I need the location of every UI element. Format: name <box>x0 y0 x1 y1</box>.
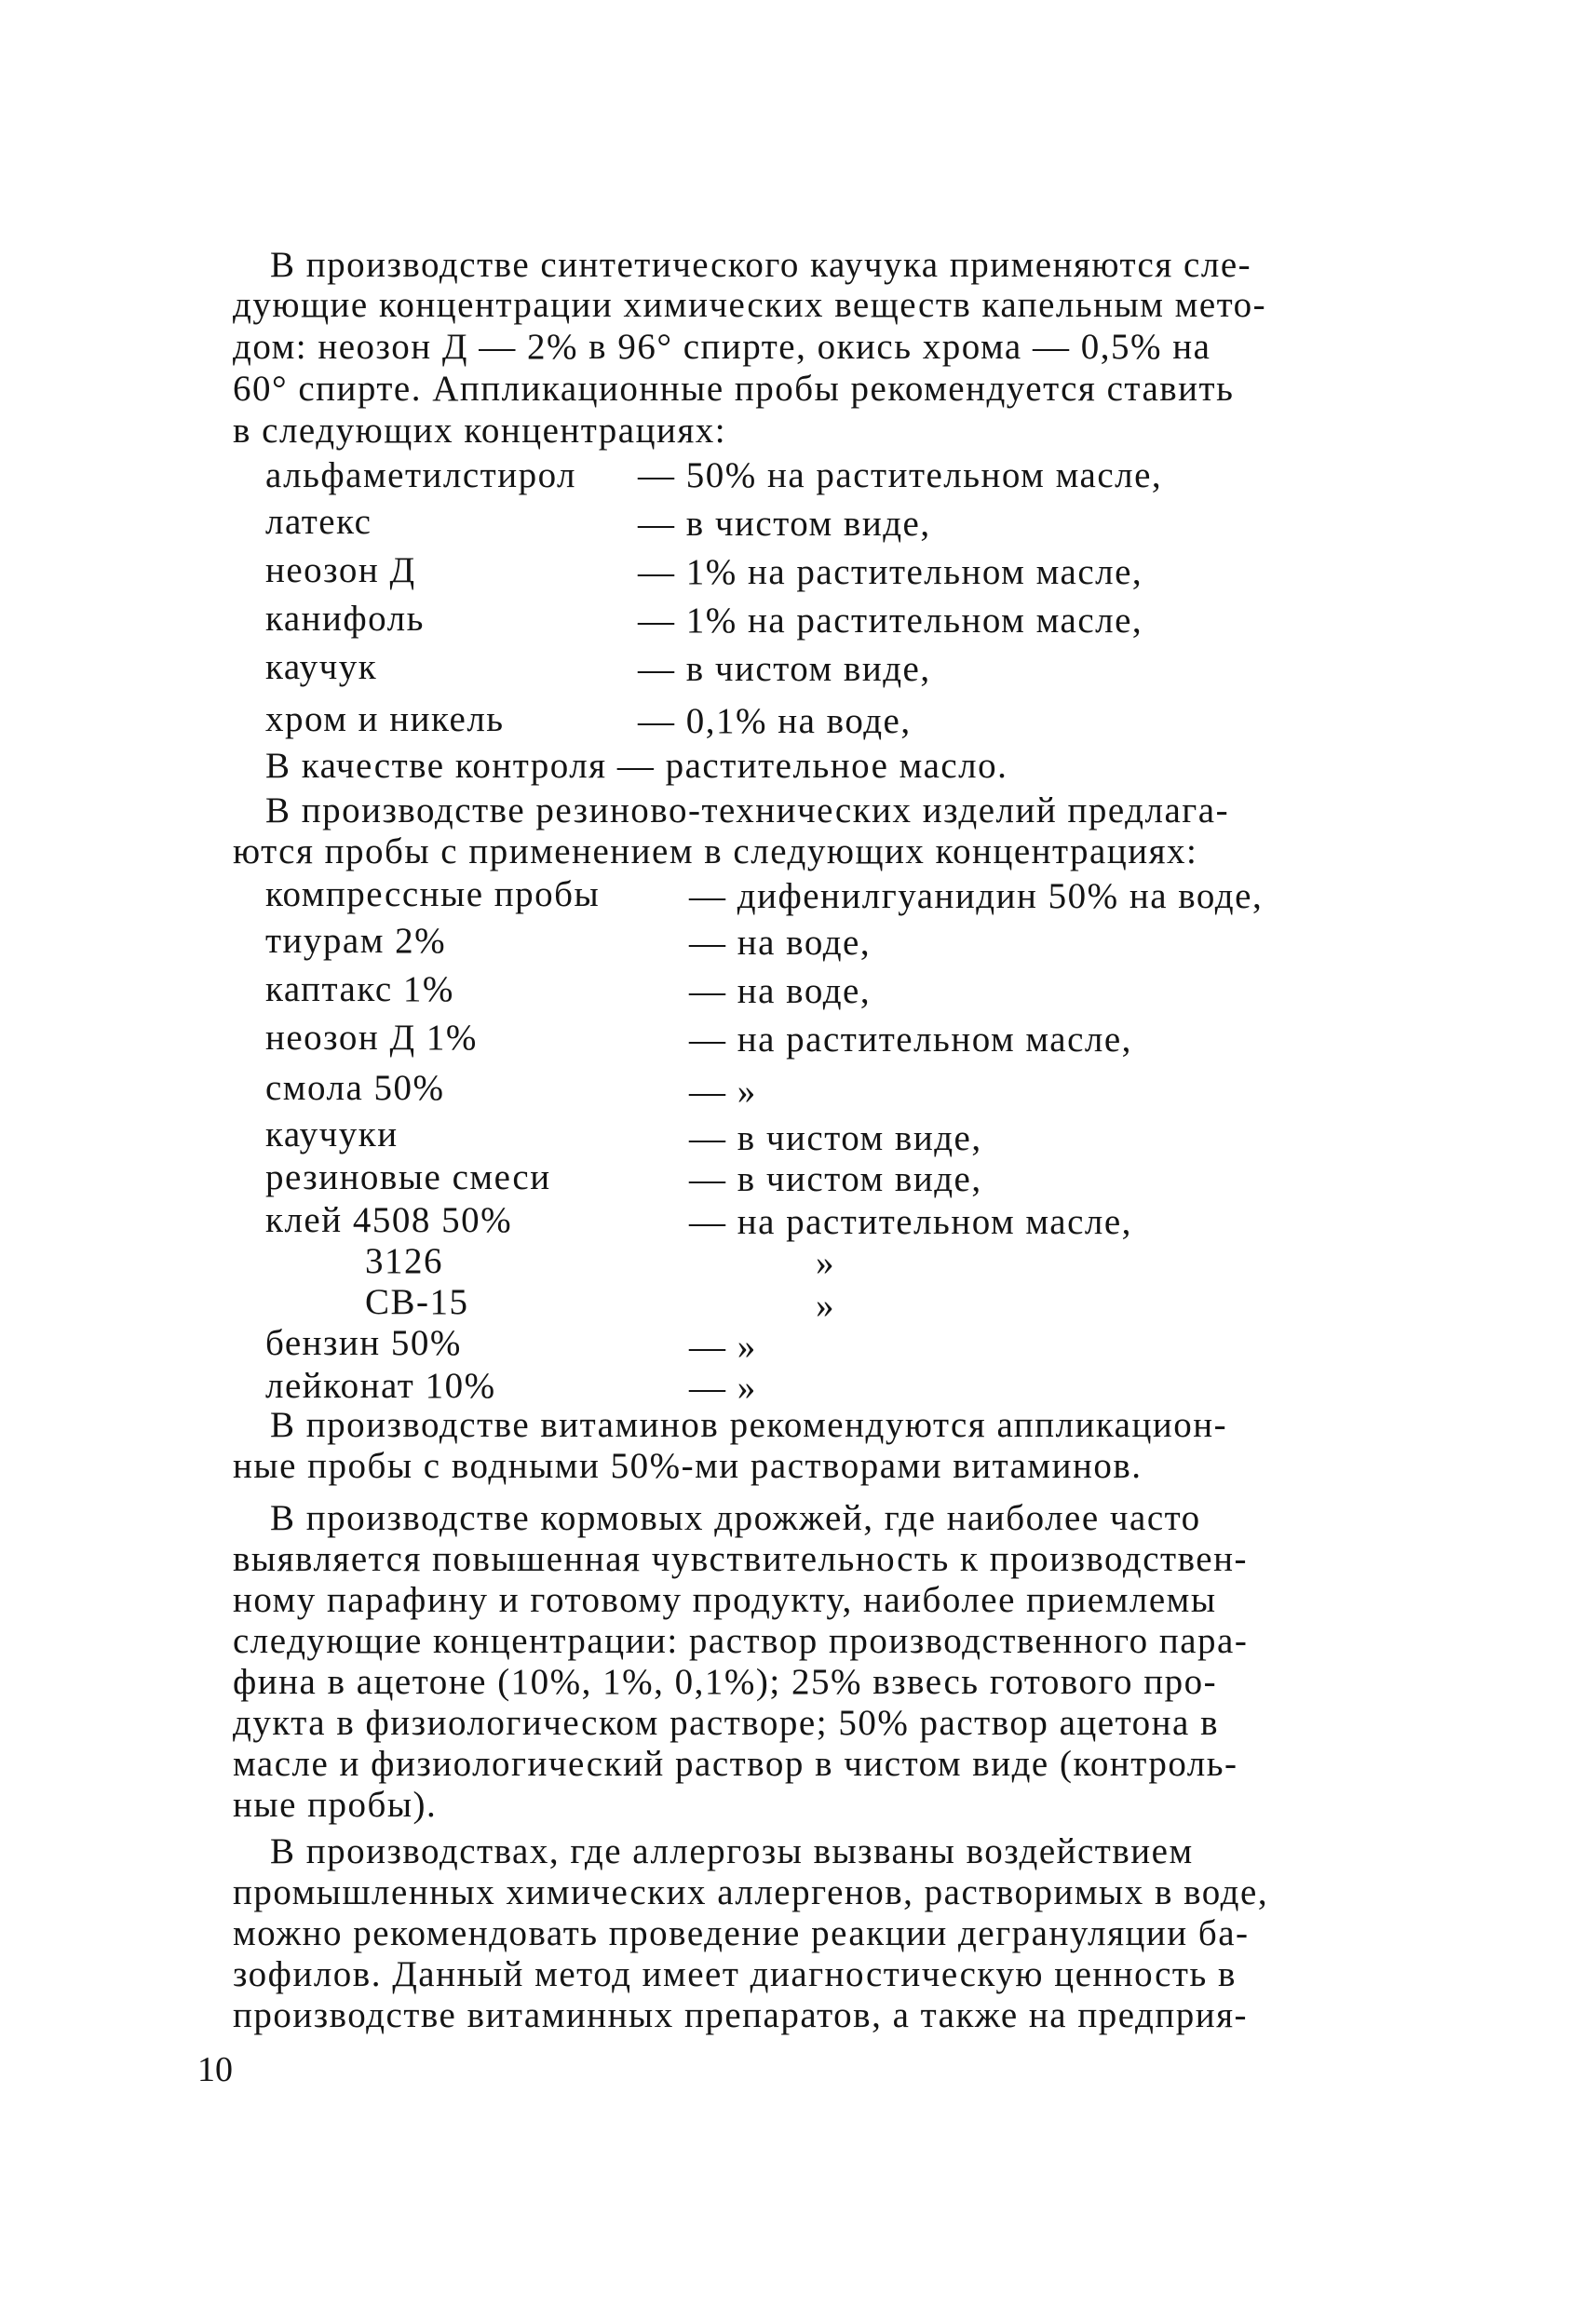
list2-item-value: — в чистом виде, <box>689 1159 982 1199</box>
para1-line-5: в следующих концентрациях: <box>233 411 727 451</box>
para4-line-7: масле и физиологический раствор в чистом виде (контроль- <box>233 1744 1238 1784</box>
list1-item-value: — 1% на растительном масле, <box>638 552 1143 592</box>
para1-line-2: дующие концентрации химических веществ капельным мето- <box>233 285 1267 325</box>
list1-item-name: альфаметилстирол <box>265 455 577 495</box>
list2-item-value: — на воде, <box>689 971 872 1011</box>
para4-line-6: дукта в физиологическом растворе; 50% раствор ацетона в <box>233 1703 1219 1743</box>
para1-line-1: В производстве синтетического каучука применяются сле- <box>270 245 1252 285</box>
para3-line-1: В производстве витаминов рекомендуются аппликацион- <box>270 1405 1228 1445</box>
list1-item-name: каучук <box>265 647 378 687</box>
list2-item-name: бензин 50% <box>265 1323 462 1363</box>
list1-item-name: латекс <box>265 502 372 542</box>
list2-item-value: — дифенилгуанидин 50% на воде, <box>689 876 1264 916</box>
list2-item-value: — на растительном масле, <box>689 1019 1132 1060</box>
para2-line-1: В производстве резиново-технических изделий предлага- <box>265 790 1230 830</box>
list2-item-name: каптакс 1% <box>265 969 454 1009</box>
para5-line-1: В производствах, где аллергозы вызваны воздействием <box>270 1831 1194 1871</box>
list2-item-value: — на воде, <box>689 923 872 963</box>
list2-item-name: тиурам 2% <box>265 921 447 961</box>
para1-line-4: 60° спирте. Аппликационные пробы рекомендуется ставить <box>233 369 1235 409</box>
list1-item-value: — 50% на растительном масле, <box>638 455 1163 495</box>
para5-line-4: зофилов. Данный метод имеет диагностическую ценность в <box>233 1954 1237 1994</box>
para4-line-3: ному парафину и готовому продукту, наиболее приемлемы <box>233 1580 1217 1620</box>
list1-item-value: — в чистом виде, <box>638 649 931 689</box>
para4-line-1: В производстве кормовых дрожжей, где наиболее часто <box>270 1498 1201 1538</box>
list2-item-name: клей 4508 50% <box>265 1200 513 1240</box>
para4-line-4: следующие концентрации: раствор производственного пара- <box>233 1621 1249 1661</box>
list2-item-name: смола 50% <box>265 1068 445 1108</box>
para2-line-2: ются пробы с применением в следующих концентрациях: <box>233 831 1198 871</box>
para5-line-2: промышленных химических аллергенов, растворимых в воде, <box>233 1872 1269 1912</box>
list2-item-name: 3126 <box>365 1241 443 1281</box>
para3-line-2: ные пробы с водными 50%-ми растворами витаминов. <box>233 1446 1143 1486</box>
control-line: В качестве контроля — растительное масло. <box>265 746 1008 786</box>
para1-line-3: дом: неозон Д — 2% в 96° спирте, окись хрома — 0,5% на <box>233 327 1211 367</box>
list2-item-name: неозон Д 1% <box>265 1018 478 1058</box>
list1-item-name: неозон Д <box>265 550 416 590</box>
para5-line-5: производстве витаминных препаратов, а также на предприя- <box>233 1995 1249 2035</box>
list2-item-value: — » <box>689 1327 757 1367</box>
list1-item-value: — 1% на растительном масле, <box>638 601 1143 641</box>
para4-line-5: фина в ацетоне (10%, 1%, 0,1%); 25% взвесь готового про- <box>233 1662 1218 1702</box>
list2-item-value: — » <box>689 1072 757 1112</box>
list2-item-name: резиновые смеси <box>265 1157 551 1197</box>
para5-line-3: можно рекомендовать проведение реакции дегрануляции ба- <box>233 1913 1250 1953</box>
list1-item-value: — 0,1% на воде, <box>638 701 912 741</box>
list2-item-value: » <box>816 1286 835 1326</box>
list2-item-name: лейконат 10% <box>265 1366 496 1406</box>
list1-item-name: хром и никель <box>265 699 505 739</box>
list2-item-name: каучуки <box>265 1114 399 1154</box>
list1-item-name: канифоль <box>265 599 425 639</box>
para4-line-2: выявляется повышенная чувствительность к производствен- <box>233 1539 1248 1579</box>
page-number: 10 <box>197 2050 233 2089</box>
list1-item-value: — в чистом виде, <box>638 504 931 544</box>
list2-item-value: — в чистом виде, <box>689 1118 982 1158</box>
list2-item-value: — » <box>689 1368 757 1408</box>
list2-item-name: компрессные пробы <box>265 874 601 914</box>
list2-item-name: СВ-15 <box>365 1282 469 1322</box>
list2-item-value: — на растительном масле, <box>689 1202 1132 1242</box>
list2-item-value: » <box>816 1243 835 1283</box>
para4-line-8: ные пробы). <box>233 1785 438 1825</box>
